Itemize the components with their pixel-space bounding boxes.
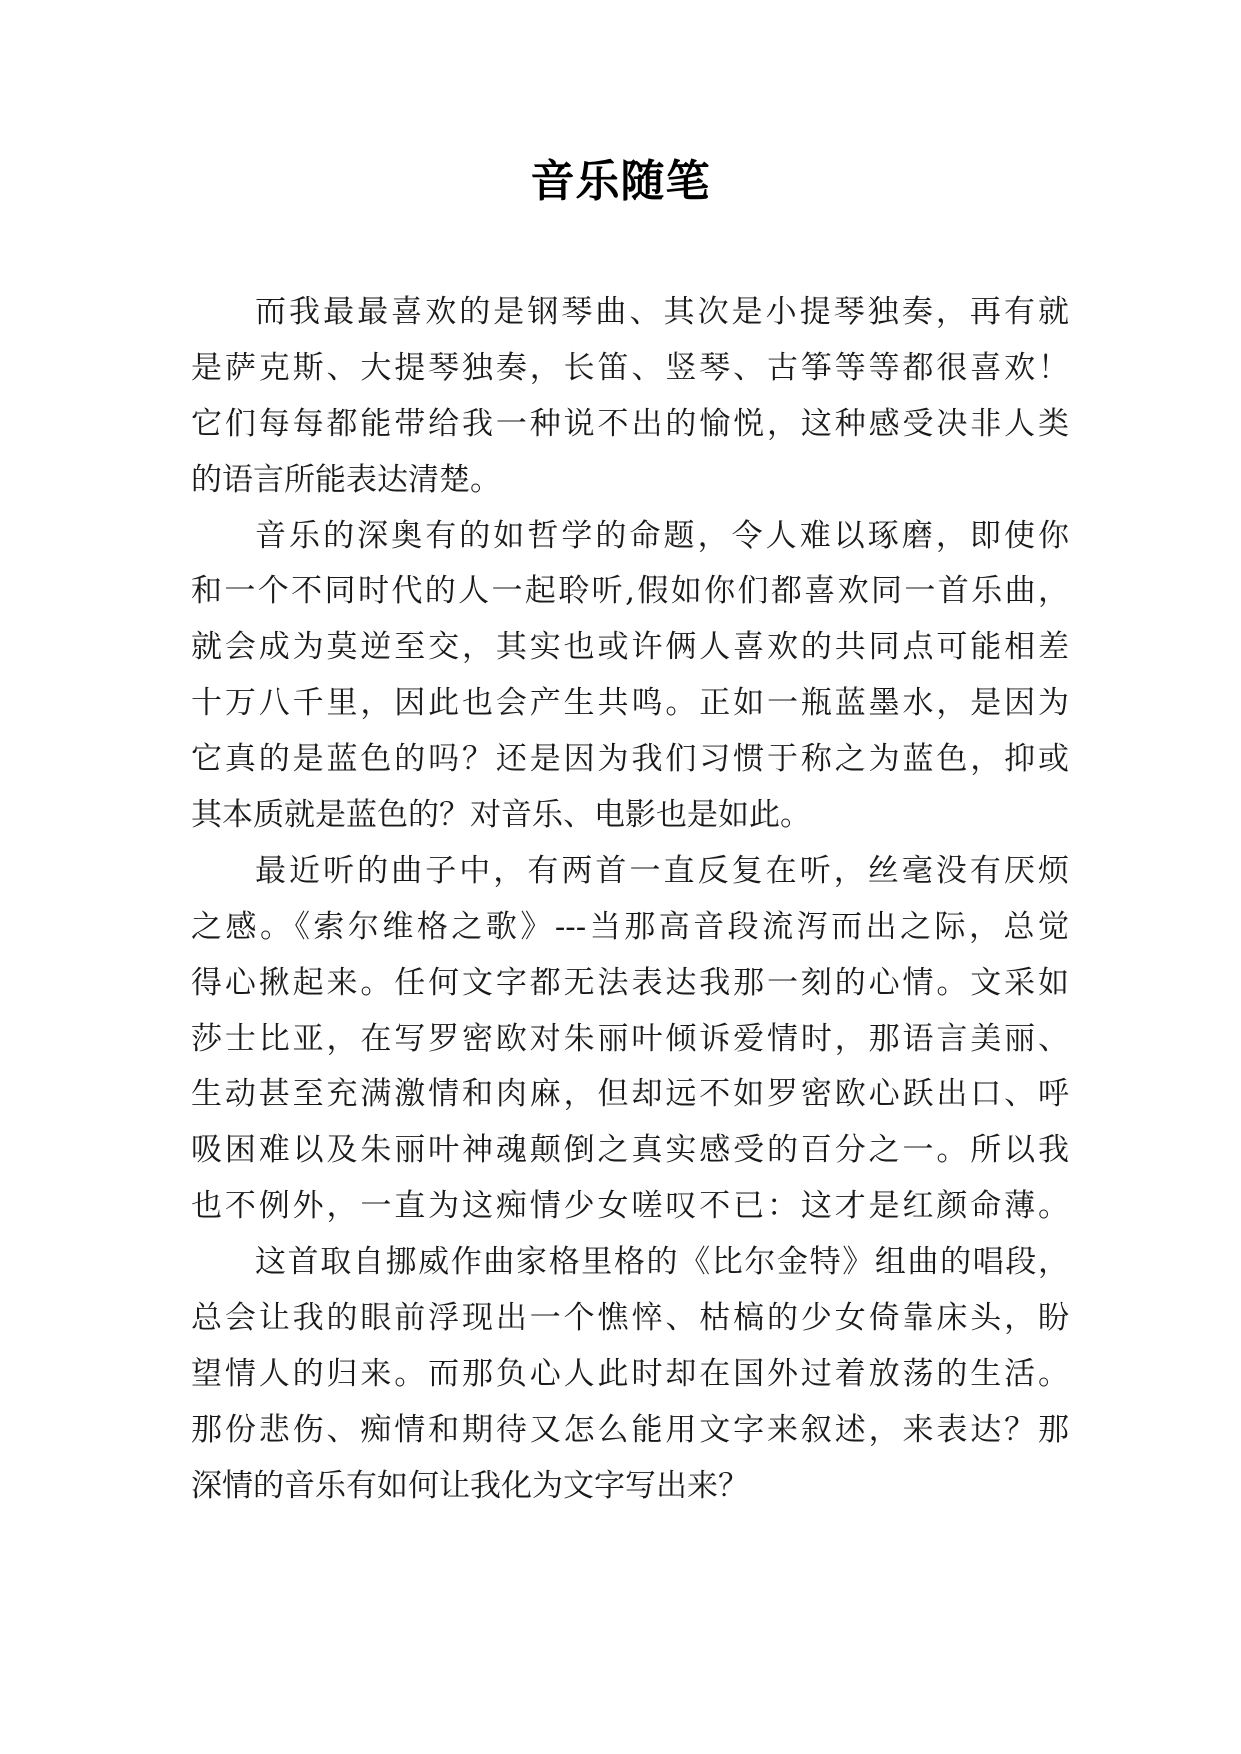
text-line: 十万八千里，因此也会产生共鸣。正如一瓶蓝墨水，是因为 (191, 685, 1069, 722)
text-line: 得心揪起来。任何文字都无法表达我那一刻的心情。文采如 (191, 964, 1069, 1001)
paragraph (191, 1235, 1069, 1514)
paragraph (191, 844, 1069, 1235)
paragraph (191, 509, 1069, 844)
document-body (191, 285, 1069, 1515)
text-line: 莎士比亚，在写罗密欧对朱丽叶倾诉爱情时，那语言美丽、 (191, 1020, 1069, 1057)
text-line: 就会成为莫逆至交，其实也或许俩人喜欢的共同点可能相差 (191, 629, 1069, 666)
text-line: 而我最最喜欢的是钢琴曲、其次是小提琴独奏，再有就 (255, 294, 1069, 330)
text-line: 的语言所能表达清楚。 (191, 461, 501, 498)
paragraph (191, 285, 1069, 509)
text-line: 总会让我的眼前浮现出一个憔悴、枯槁的少女倚靠床头，盼 (191, 1300, 1069, 1337)
text-line: 它真的是蓝色的吗？还是因为我们习惯于称之为蓝色，抑或 (191, 741, 1069, 778)
text-line: 望情人的归来。而那负心人此时却在国外过着放荡的生活。 (191, 1355, 1069, 1392)
text-line: 吸困难以及朱丽叶神魂颠倒之真实感受的百分之一。所以我 (191, 1132, 1069, 1169)
text-line: 是萨克斯、大提琴独奏，长笛、竖琴、古筝等等都很喜欢！ (191, 349, 1069, 386)
text-line: 深情的音乐有如何让我化为文字写出来？ (191, 1467, 749, 1504)
text-line: 和一个不同时代的人一起聆听,假如你们都喜欢同一首乐曲， (191, 573, 1069, 610)
text-line: 也不例外，一直为这痴情少女嗟叹不已：这才是红颜命薄。 (191, 1188, 1069, 1225)
text-line: 这首取自挪威作曲家格里格的《比尔金特》组曲的唱段， (255, 1244, 1069, 1281)
text-line: 其本质就是蓝色的？对音乐、电影也是如此。 (191, 797, 811, 834)
text-line: 那份悲伤、痴情和期待又怎么能用文字来叙述，来表达？那 (191, 1411, 1069, 1448)
text-line: 它们每每都能带给我一种说不出的愉悦，这种感受决非人类 (191, 405, 1069, 442)
document-title: 音乐随笔 (530, 156, 711, 207)
text-line: 生动甚至充满激情和肉麻，但却远不如罗密欧心跃出口、呼 (191, 1076, 1069, 1113)
text-line: 音乐的深奥有的如哲学的命题，令人难以琢磨，即使你 (255, 517, 1069, 554)
text-line: 之感。《索尔维格之歌》---当那高音段流泻而出之际，总觉 (191, 908, 1069, 945)
text-line: 最近听的曲子中，有两首一直反复在听，丝毫没有厌烦 (255, 852, 1069, 889)
